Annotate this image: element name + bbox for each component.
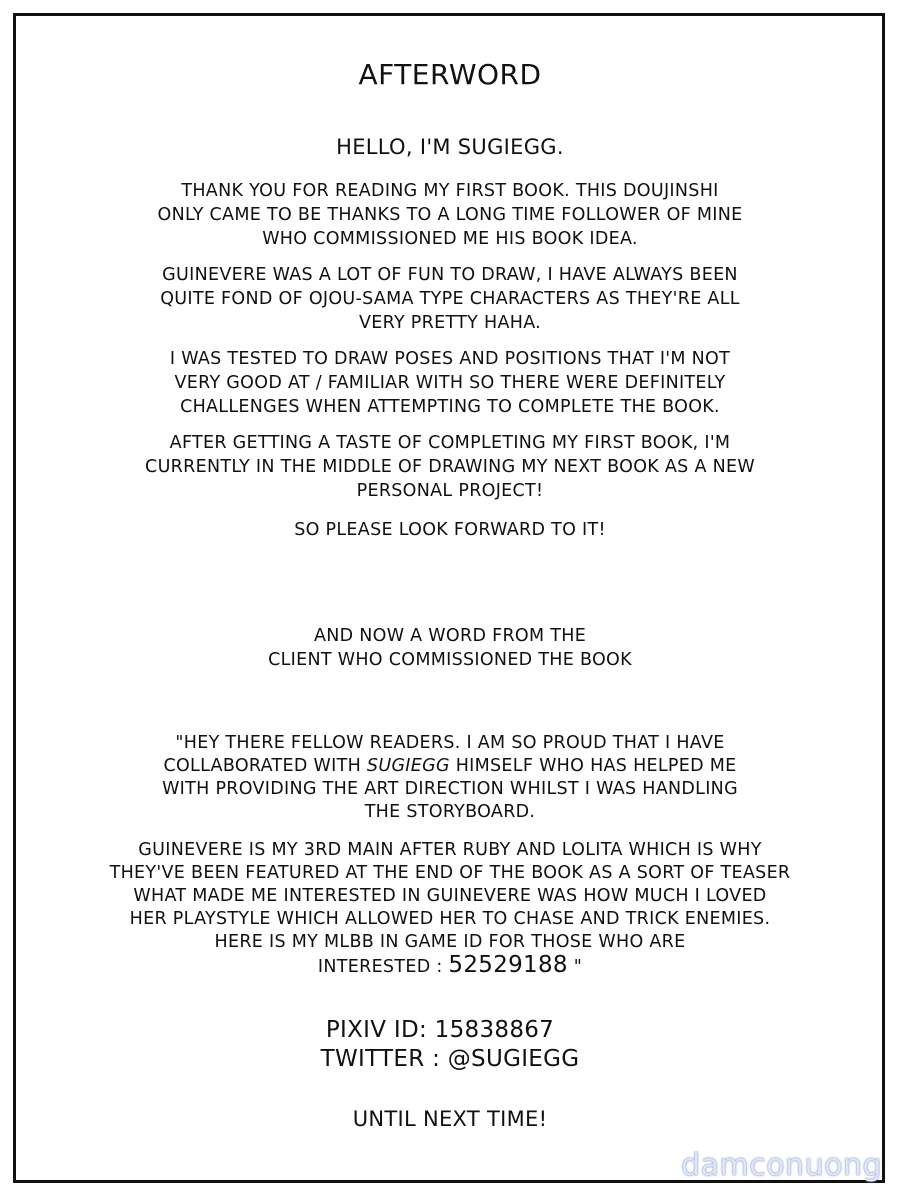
client-intro-line2: CLIENT WHO COMMISSIONED THE BOOK — [268, 650, 632, 670]
para3-line2: VERY GOOD AT / FAMILIAR WITH SO THERE WERE DEFINITELY — [174, 373, 726, 393]
para3-line3: CHALLENGES WHEN ATTEMPTING TO COMPLETE THE BOOK. — [180, 397, 720, 417]
game-id: 52529188 — [448, 952, 568, 978]
twitter-handle: TWITTER : @SUGIEGG — [320, 1046, 580, 1072]
para2-line3: VERY PRETTY HAHA. — [358, 313, 542, 333]
quote1-line4: THE STORYBOARD. — [364, 802, 536, 822]
para4-line3: PERSONAL PROJECT! — [356, 481, 544, 501]
quote1-line2-emphasis: SUGIEGG — [366, 756, 450, 776]
quote-end — [0, 952, 900, 978]
quote1-line2 — [0, 756, 900, 776]
quote1-line1: "HEY THERE FELLOW READERS. I AM SO PROUD THAT I HAVE — [175, 733, 725, 753]
para1-line3: WHO COMMISSIONED ME HIS BOOK IDEA. — [262, 229, 638, 249]
quote1-line3: WITH PROVIDING THE ART DIRECTION WHILST I WAS HANDLING — [162, 779, 738, 799]
quote1-line2-pre: COLLABORATED WITH — [163, 756, 367, 776]
para5: SO PLEASE LOOK FORWARD TO IT! — [294, 520, 606, 540]
interested-label: INTERESTED : — [317, 957, 449, 977]
quote2-line3: WHAT MADE ME INTERESTED IN GUINEVERE WAS HOW MUCH I LOVED — [133, 886, 767, 906]
para2-line2: QUITE FOND OF OJOU-SAMA TYPE CHARACTERS AS THEY'RE ALL — [160, 289, 740, 309]
quote2-line2: THEY'VE BEEN FEATURED AT THE END OF THE BOOK AS A SORT OF TEASER — [109, 863, 791, 883]
para2-line1: GUINEVERE WAS A LOT OF FUN TO DRAW, I HAVE ALWAYS BEEN — [162, 265, 738, 285]
pixiv-id: PIXIV ID: 15838867 — [325, 1017, 555, 1043]
para1-line2: ONLY CAME TO BE THANKS TO A LONG TIME FOLLOWER OF MINE — [157, 205, 743, 225]
quote1-line2-post: HIMSELF WHO HAS HELPED ME — [449, 756, 737, 776]
client-intro-line1: AND NOW A WORD FROM THE — [313, 626, 587, 646]
para4-line1: AFTER GETTING A TASTE OF COMPLETING MY FIRST BOOK, I'M — [169, 433, 731, 453]
quote2-line5: HERE IS MY MLBB IN GAME ID FOR THOSE WHO ARE — [214, 932, 686, 952]
signoff: UNTIL NEXT TIME! — [352, 1107, 548, 1131]
para3-line1: I WAS TESTED TO DRAW POSES AND POSITIONS THAT I'M NOT — [169, 349, 731, 369]
para4-line2: CURRENTLY IN THE MIDDLE OF DRAWING MY NEXT BOOK AS A NEW — [145, 457, 755, 477]
para1-line1: THANK YOU FOR READING MY FIRST BOOK. THIS DOUJINSHI — [181, 181, 719, 201]
quote2-line4: HER PLAYSTYLE WHICH ALLOWED HER TO CHASE AND TRICK ENEMIES. — [129, 909, 771, 929]
page-title: AFTERWORD — [358, 58, 542, 91]
greeting: HELLO, I'M SUGIEGG. — [336, 135, 564, 159]
quote-close: " — [567, 957, 583, 977]
quote2-line1: GUINEVERE IS MY 3RD MAIN AFTER RUBY AND LOLITA WHICH IS WHY — [138, 840, 762, 860]
watermark-logo: damconuong — [681, 1148, 882, 1183]
